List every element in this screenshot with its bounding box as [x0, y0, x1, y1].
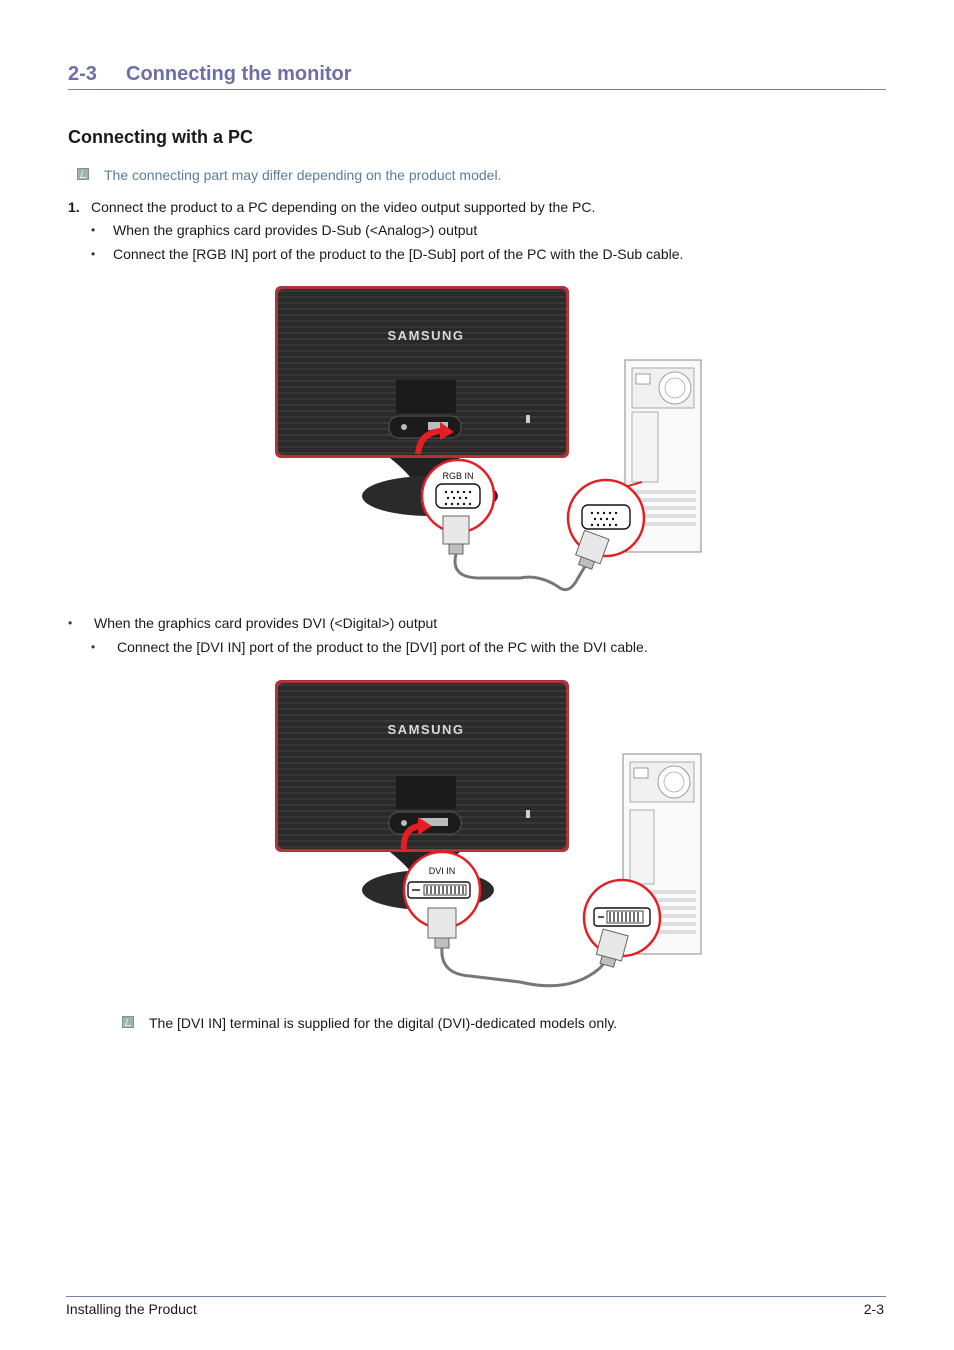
note-icon [77, 168, 89, 180]
bullet-marker: • [91, 247, 96, 261]
dvi-plug [428, 908, 456, 938]
dsub-cable [455, 554, 590, 590]
dsub-connection-figure [270, 282, 710, 600]
footer-chapter: Installing the Product [66, 1301, 197, 1317]
port-label: RGB IN [442, 471, 474, 481]
bullet-marker: • [91, 223, 96, 237]
subsection-title: Connecting with a PC [68, 127, 254, 147]
dsub-bullet-text: When the graphics card provides D-Sub (<Analog>) output [113, 222, 478, 238]
brand-logo: SAMSUNG [387, 328, 465, 343]
port-label: DVI IN [428, 866, 456, 876]
dvi-note-text: The [DVI IN] terminal is supplied for the digital (DVI)-dedicated models only. [149, 1015, 618, 1031]
page-number: 2-3 [863, 1301, 884, 1317]
bullet-marker: • [68, 616, 73, 630]
step-text: Connect the product to a PC depending on the video output supported by the PC. [91, 199, 596, 215]
dvi-connection-figure [270, 676, 710, 998]
dvi-instruction-text: Connect the [DVI IN] port of the product to the [DVI] port of the PC with the DVI cable. [117, 639, 648, 655]
monitor-back [275, 286, 569, 458]
brand-logo: SAMSUNG [387, 722, 465, 737]
dvi-bullet-text: When the graphics card provides DVI (<Digital>) output [94, 615, 438, 631]
note-text: The connecting part may differ depending on the product model. [104, 167, 502, 183]
step-number: 1. [68, 199, 80, 215]
section-title: Connecting the monitor [126, 63, 352, 85]
dvi-cable [442, 948, 610, 986]
section-heading [68, 62, 886, 90]
note-icon [122, 1016, 134, 1028]
section-number: 2-3 [68, 63, 97, 85]
dsub-instruction-text: Connect the [RGB IN] port of the product to the [D-Sub] port of the PC with the D-Sub cable. [113, 246, 684, 262]
dsub-plug [443, 516, 469, 544]
footer-divider [66, 1296, 886, 1297]
bullet-marker: • [91, 640, 96, 654]
